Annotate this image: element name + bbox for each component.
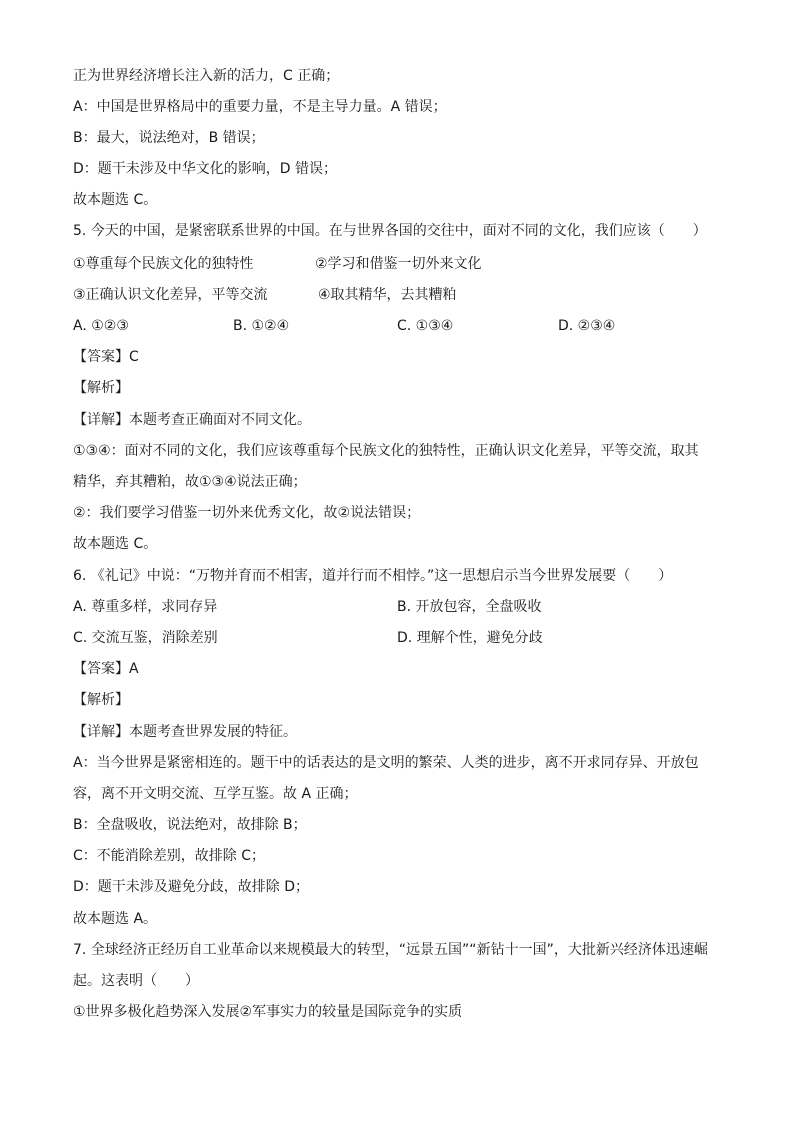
statement-items: ①世界多极化趋势深入发展②军事实力的较量是国际竞争的实质 [73,1004,463,1020]
option-c: C. 交流互鉴，消除差别 [73,630,218,646]
text-line: 正为世界经济增长注入新的活力，C 正确； [73,68,340,84]
question-stem: 7. 全球经济正经历自工业革命以来规模最大的转型，“远景五国”“新钻十一国”，大批新兴经济体迅速崛 [73,942,708,958]
question-stem: 5. 今天的中国，是紧密联系世界的中国。在与世界各国的交往中，面对不同的文化，我们应该（ ） [73,223,707,239]
answer-label: 【答案】C [73,349,139,365]
option-b: B. ①②④ [233,318,290,334]
detail-line: 【详解】本题考查正确面对不同文化。 [73,412,311,428]
explanation-line: 精华，弃其糟粕，故①③④说法正确； [73,474,307,490]
option-b: B. 开放包容，全盘吸收 [397,599,542,615]
explanation-line: ②：我们要学习借鉴一切外来优秀文化，故②说法错误； [73,505,421,521]
text-line: A：中国是世界格局中的重要力量，不是主导力量。A 错误； [73,99,447,115]
conclusion-line: 故本题选 C。 [73,536,158,552]
detail-line: 【详解】本题考查世界发展的特征。 [73,724,297,740]
explanation-line: ①③④：面对不同的文化，我们应该尊重每个民族文化的独特性，正确认识文化差异，平等交流，取其 [73,443,699,459]
question-stem: 起。这表明（ ） [73,973,199,989]
explanation-line: B：全盘吸收，说法绝对，故排除 B； [73,817,307,833]
option-d: D. 理解个性，避免分歧 [397,630,543,646]
analysis-label: 【解析】 [73,380,129,396]
text-line: B：最大，说法绝对，B 错误； [73,130,265,146]
explanation-line: 容，离不开文明交流、互学互鉴。故 A 正确； [73,786,358,802]
statement-item: ②学习和借鉴一切外来文化 [315,256,482,272]
explanation-line: C：不能消除差别，故排除 C； [73,848,266,864]
explanation-line: A：当今世界是紧密相连的。题干中的话表达的是文明的繁荣、人类的进步，离不开求同存异、开放包 [73,755,699,771]
option-d: D. ②③④ [558,318,616,334]
question-stem: 6. 《礼记》中说：“万物并育而不相害，道并行而不相悖。”这一思想启示当今世界发展要（ ） [73,568,673,584]
text-line: 故本题选 C。 [73,192,158,208]
statement-item: ④取其精华，去其糟粕 [318,287,457,303]
answer-label: 【答案】A [73,661,139,677]
conclusion-line: 故本题选 A。 [73,911,158,927]
option-a: A. 尊重多样，求同存异 [73,599,218,615]
text-line: D：题干未涉及中华文化的影响，D 错误； [73,161,338,177]
analysis-label: 【解析】 [73,692,129,708]
statement-item: ①尊重每个民族文化的独特性 [73,256,254,272]
option-c: C. ①③④ [397,318,454,334]
statement-item: ③正确认识文化差异，平等交流 [73,287,268,303]
explanation-line: D：题干未涉及避免分歧，故排除 D； [73,879,310,895]
option-a: A. ①②③ [73,318,129,334]
